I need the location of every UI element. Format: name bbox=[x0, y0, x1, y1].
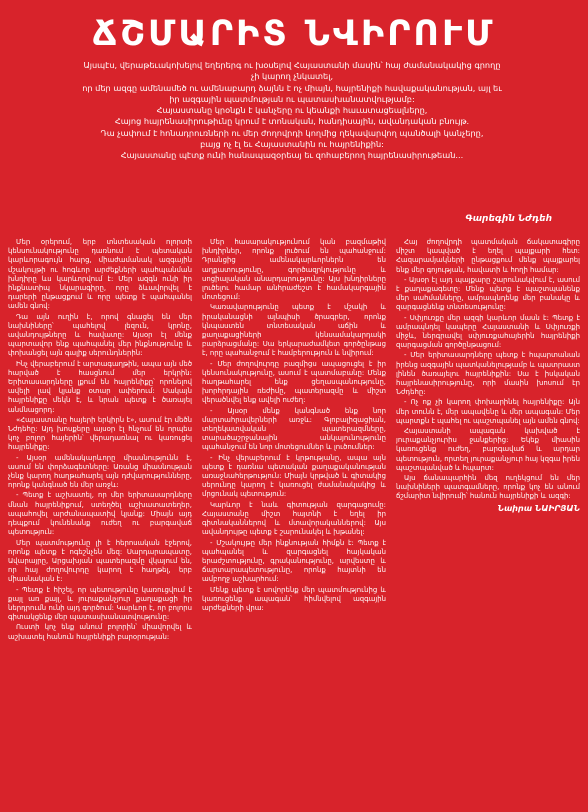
paragraph: Կառավարությունը պետք է մշակի և իրականացնի այնպիսի ծրագրեր, որոնք կնպաստեն տնտեսական աճին և քաղաքացիների կենսամակարդակի բարձրացմանը: Սա երկարաժամկետ գործընթաց է, որը պահանջում է համբերություն և նվիրում: bbox=[202, 303, 386, 358]
article-column-3 bbox=[396, 238, 580, 806]
paragraph: Մեր պատմությունը լի է հերոսական էջերով, որոնք պետք է ոգեշնչեն մեզ: Սարդարապատը, Ավարայրը, Արցախյան պատերազմը վկայում են, որ հայ ժողովուրդը կարող է հաղթել, երբ միասնական է: bbox=[8, 538, 192, 584]
paragraph: Կարևոր է նաև գիտության զարգացումը: Հայաստանը միշտ հայտնի է եղել իր գիտնականներով և մտավորականներով: Այս ավանդույթը պետք է շարունակել և խթանել: bbox=[202, 500, 386, 537]
paragraph: Այս ճանապարհին մեզ ուղեկցում են մեր նախնիների պատգամները, որոնք կոչ են անում ճշմարիտ նվիրումի՝ հանուն հայրենիքի և ազգի: bbox=[396, 474, 580, 501]
paragraph: - Այսօր էլ այդ պայքարը շարունակվում է, ասում է քաղաքագետը: Մենք պետք է պաշտպանենք մեր սահմանները, ամրապնդենք մեր բանակը և զարգացնենք տնտեսությունը: bbox=[396, 275, 580, 312]
intro-quote bbox=[80, 60, 504, 162]
paragraph: Մեր հասարակությունում կան բազմաթիվ խնդիրներ, որոնք լուծում են պահանջում: Դրանցից ամենակարևորներն են աղքատությունը, գործազրկությունը և սոցիալական անարդարությունը: Այս խնդիրները լուծելու համար անհրաժեշտ է համակարգային մոտեցում: bbox=[202, 238, 386, 302]
paragraph: - Այսօր ամենակարևորը միասնությունն է, ասում են փորձագետները: Առանց միասնության չենք կարող հաղթահարել այն դժվարությունները, որոնք կանգնած են մեր առջև: bbox=[8, 453, 192, 490]
paragraph: - Պետք է հիշել, որ պետությունը կառուցվում է քայլ առ քայլ, և յուրաքանչյուր քաղաքացի իր ներդրումն ունի այդ գործում: Կարևոր է, որ բոլորս գիտակցենք մեր պատասխանատվությունը: bbox=[8, 585, 192, 622]
article-column-1 bbox=[8, 238, 192, 806]
paragraph: - Սփյուռքը մեր ազգի կարևոր մասն է: Պետք է ամրապնդել կապերը Հայաստանի և Սփյուռքի միջև, ներգրավել սփյուռքահայերին հայրենիքի զարգացման գործընթացում: bbox=[396, 313, 580, 350]
intro-line: Հայոց հայրենասիրութիւնը կրում է տոնական, հանդիսային, ավանդական բնույթ. bbox=[114, 116, 470, 127]
paragraph: - Ինչ վերաբերում է կրթությանը, ապա այն պետք է դառնա պետական քաղաքականության առաջնահերթություն: Միայն կրթված և գիտակից սերունդը կարող է կառուցել ժամանակակից և մրցունակ պետություն: bbox=[202, 453, 386, 499]
paragraph: - Պետք է աշխատել, որ մեր երիտասարդները մնան հայրենիքում, ստեղծել աշխատատեղեր, ապահովել արժանապատիվ կյանք: Միայն այդ դեպքում կունենանք ուժեղ ու բարգավաճ պետություն: bbox=[8, 491, 192, 537]
paragraph: - Մշակույթը մեր ինքնության հիմքն է: Պետք է պահպանել և զարգացնել հայկական երաժշտությունը, գրականությունը, արվեստը և ճարտարապետությունը, որոնք հայտնի են ամբողջ աշխարհում: bbox=[202, 538, 386, 584]
intro-line: բայց ոչ էլ եւ Հայաստանին ու հայրենիքին: bbox=[200, 139, 384, 150]
paragraph: - Այսօր մենք կանգնած ենք նոր մարտահրավերների առջև: Գլոբալիզացիան, տեղեկատվական պատերազմները, տարածաշրջանային անկայունությունը պահանջում են նոր մոտեցումներ և լուծումներ: bbox=[202, 406, 386, 452]
page-title: ՃՇՄԱՐԻՏ ՆՎԻՐՈՒՄ bbox=[92, 14, 496, 54]
article-body bbox=[8, 238, 580, 806]
paragraph: Մեր օրերում, երբ տնտեսական ոլորտի կենսունակությունը դառնում է պետական կարևորագույն հարց, միաժամանակ ազգային մշակույթի ու հոգևոր արժեքների պահպանման խնդիրը ևս կարևորվում է: Մեր ազգն ունի իր ինքնատիպ նկարագիրը, որը ձևավորվել է դարերի ընթացքում և որը պետք է պահպանել ամեն գնով: bbox=[8, 238, 192, 311]
paragraph: - Ոչ ոք չի կարող փոխարինել հայրենիքը: Այն մեր տունն է, մեր ապավենը և մեր ապագան: Մեր պարտքն է պահել ու պաշտպանել այն ամեն գնով: bbox=[396, 398, 580, 425]
paragraph: Հայ ժողովրդի պատմական ճակատագիրը միշտ կապված է եղել պայքարի հետ: Հազարամյակների ընթացքում մենք պայքարել ենք մեր գոյության, հավատի և հողի համար: bbox=[396, 238, 580, 274]
intro-line: Դա չափում է հոնադրուռների ու մեր ժողովրդի կողմից ղեկավարվող պանծալի կանչերը, bbox=[100, 127, 484, 138]
paragraph: Դա այն ուղին է, որով գնացել են մեր նախնիները՝ պահելով լեզուն, կրոնը, ավանդույթները և հավատը: Այսօր էլ մենք պարտավոր ենք պահպանել մեր ինքնությունը և փոխանցել այն գալիք սերունդներին: bbox=[8, 312, 192, 358]
intro-author: Գարեգին Նժդեհ bbox=[465, 214, 552, 224]
paragraph: Ուստի կոչ ենք անում բոլորին՝ միավորվել և աշխատել հանուն հայրենիքի բարօրության: bbox=[8, 623, 192, 641]
intro-line: Հայաստանը կրօնքն է կանչերը ու կեանքի հաւատացեալները, bbox=[156, 105, 428, 116]
paragraph: «Հայաստանը հայերի երկիրն է», ասում էր մեծն Նժդեհը: Այդ խոսքերը այսօր էլ հնչում են որպես կոչ բոլոր հայերին՝ վերադառնալ ու կառուցել հայրենիքը: bbox=[8, 415, 192, 452]
intro-line: որ մեր ազգը ամենամեծ ու ամենաբարդ ձայնն է ոչ միայն, հայրենիքի հավաքականության, այլ եւ իր ազգային պատմության ու պատասխանատվությամբ: bbox=[82, 82, 502, 104]
paragraph: Ինչ վերաբերում է արտագաղթին, ապա այն մեծ հարված է հասցնում մեր երկրին: Երիտասարդները լքում են հայրենիքը՝ որոնելով ավելի լավ կյանք օտար ափերում: Սակայն հայրենիքը մեկն է, և նրան պետք է ծառայել անմնացորդ: bbox=[8, 359, 192, 414]
paragraph: Մենք պետք է սովորենք մեր պատմությունից և կառուցենք ապագան՝ հիմնվելով ազգային արժեքների վրա: bbox=[202, 585, 386, 612]
intro-line: Այսպէս, վերաթեւակոխելով եղերերգ ու խօսելով Հայաստանի մասին՝ հայ ժամանակակից գրողը չի կարող չնկատել, bbox=[83, 60, 501, 82]
paragraph: Հայաստանի ապագան կախված է յուրաքանչյուրիս ջանքերից: Եկեք միասին կառուցենք ուժեղ, բարգավաճ և արդար պետություն, որտեղ յուրաքանչյուր հայ կզգա իրեն պաշտպանված և հպարտ: bbox=[396, 427, 580, 472]
intro-line: Հայաստանը պէտք ունի հանապազօրեայ եւ զոհաբերող հայրենասիրութեան... bbox=[120, 150, 464, 161]
article-signature: Նաիրա ՆԱԻՐՅԱՆ bbox=[497, 503, 580, 513]
paragraph: - Մեր ժողովուրդը բազմիցս ապացուցել է իր կենսունակությունը, ասում է պատմաբանը: Մենք հաղթահարել ենք ցեղասպանությունը, խորհրդային ռեժիմը, պատերազմը և միշտ վերածնվել ենք ավելի ուժեղ: bbox=[202, 359, 386, 405]
article-column-2 bbox=[202, 238, 386, 806]
paragraph: - Մեր երիտասարդները պետք է հպարտանան իրենց ազգային պատկանելությամբ և պատրաստ լինեն ծառայելու հայրենիքին: Սա է իսկական հայրենասիրությունը, որի մասին խոսում էր Նժդեհը: bbox=[396, 351, 580, 397]
